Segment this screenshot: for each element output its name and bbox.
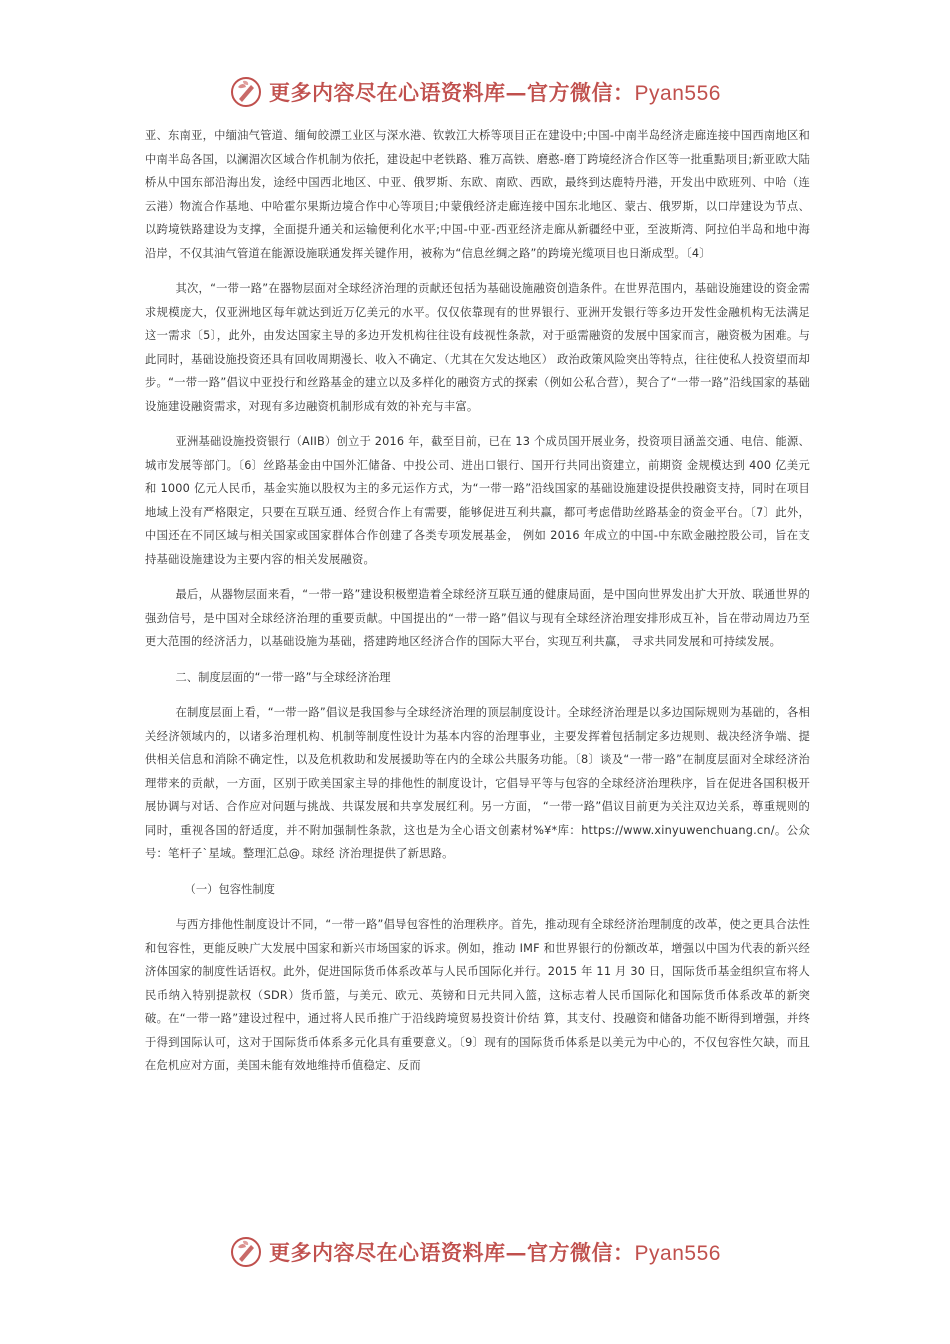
paragraph-4: 最后，从器物层面来看，“一带一路”建设积极塑造着全球经济互联互通的健康局面，是中国向世界发出扩大开放、联通世界的强劲信号，是中国对全球经济治理的重要贡献。中国提出的“一带一路”倡议与现有全球经济治理安排形成互补，旨在带动周边乃至更大范围的经济活力，以基础设施为基础，搭建跨地区经济合作的国际大平台，实现互利共赢， 寻求共同发展和可持续发展。: [145, 588, 810, 648]
footer-banner: [0, 1232, 950, 1272]
banner-text: 更多内容尽在心语资料库—官方微信：Pyan556: [269, 1240, 721, 1265]
header-banner: [0, 72, 950, 112]
paragraph-3: 亚洲基础设施投资银行（AIIB）创立于 2016 年，截至目前，已在 13 个成员国开展业务，投资项目涵盖交通、电信、能源、城市发展等部门。〔6〕丝路基金由中国外汇储备、中投公司、进出口银行、国开行共同出资建立，前期资 金规模达到 400 亿美元和 1000 亿元人民币，基金实施以股权为主的多元运作方式，为“一带一路”沿线国家的基础设施建设提供投融资支持，同时在项目地域上没有严格限定，只要在互联互通、经贸合作上有需要，能够促进互利共赢，都可考虑借助丝路基金的资金平台。〔7〕此外，中国还在不同区域与相关国家或国家群体合作创建了各类专项发展基金， 例如 2016 年成立的中国-中东欧金融控股公司，旨在支持基础设施建设为主要内容的相关发展融资。: [145, 435, 811, 566]
paragraph-1: 亚、东南亚，中缅油气管道、缅甸皎漂工业区与深水港、钦敦江大桥等项目正在建设中;中国-中南半岛经济走廊连接中国西南地区和中南半岛各国，以澜湄次区域合作机制为依托，建设起中老铁路、雅万高铁、磨憨-磨丁跨境经济合作区等一批重點项目;新亚欧大陆桥从中国东部沿海出发，途经中国西北地区、中亚、俄罗斯、东欧、南欧、西欧，最终到达鹿特丹港，开发出中欧班列、中哈（连云港）物流合作基地、中哈霍尔果斯边境合作中心等项目;中蒙俄经济走廊连接中国东北地区、蒙古、俄罗斯，以口岸建设为节点、以跨境铁路建设为支撑，全面提升通关和运输便利化水平;中国-中亚-西亚经济走廊从新疆经中亚，至波斯湾、阿拉伯半岛和地中海沿岸，不仅其油气管道在能源设施联通发挥关键作用，被称为“信息丝绸之路”的跨境光缆项目也日渐成型。〔4〕: [145, 129, 810, 260]
subsection-heading-2-1: （一）包容性制度: [184, 882, 275, 896]
flower-pen-logo-icon: [229, 1235, 263, 1269]
banner-text: 更多内容尽在心语资料库—官方微信：Pyan556: [269, 80, 721, 105]
document-body: [145, 124, 810, 1090]
flower-pen-logo-icon: [229, 75, 263, 109]
section-heading-2: 二、制度层面的“一带一路”与全球经济治理: [175, 670, 391, 684]
paragraph-5: 在制度层面上看，“一带一路”倡议是我国参与全球经济治理的顶层制度设计。全球经济治理是以多边国际规则为基础的，各相关经济领域内的，以诸多治理机构、机制等制度性设计为基本内容的治理事业，主要发挥着包括制定多边规则、裁决经济争端、提供相关信息和消除不确定性，以及危机救助和发展援助等在内的全球公共服务功能。〔8〕谈及“一带一路”在制度层面对全球经济治理带来的贡献，一方面，区别于欧美国家主导的排他性的制度设计，它倡导平等与包容的全球经济治理秩序，旨在促进各国积极开展协调与对话、合作应对问题与挑战、共谋发展和共享发展红利。另一方面， “一带一路”倡议目前更为关注双边关系，尊重规则的同时，重视各国的舒适度，并不附加强制性条款，这也是为全心语文创素材%¥*库：https://www.xinyuwenchuang.cn/。公众号：笔杆子`星域。整理汇总@。球经 济治理提供了新思路。: [145, 706, 810, 860]
paragraph-6: 与西方排他性制度设计不同，“一带一路”倡导包容性的治理秩序。首先，推动现有全球经济治理制度的改革，使之更具合法性和包容性，更能反映广大发展中国家和新兴市场国家的诉求。例如，推动 IMF 和世界银行的份额改革，增强以中国为代表的新兴经济体国家的制度性话语权。此外，促进国际货币体系改革与人民币国际化并行。2015 年 11 月 30 日，国际货币基金组织宣布将人民币纳入特别提款权（SDR）货币篮，与美元、欧元、英镑和日元共同入篮，这标志着人民币国际化和国际货币体系改革的新突破。在“一带一路”建设过程中，通过将人民币推广于沿线跨境贸易投资计价结 算，其支付、投融资和储备功能不断得到增强，并终于得到国际认可，这对于国际货币体系多元化具有重要意义。〔9〕现有的国际货币体系是以美元为中心的，不仅包容性欠缺，而且在危机应对方面，美国未能有效地维持币值稳定、反而: [145, 918, 810, 1072]
paragraph-2: 其次，“一带一路”在器物层面对全球经济治理的贡献还包括为基础设施融资创造条件。在世界范围内，基础设施建设的资金需求规模庞大，仅亚洲地区每年就达到近万亿美元的水平。仅仅依靠现有的世界银行、亚洲开发银行等多边开发性金融机构无法满足这一需求〔5〕，此外，由发达国家主导的多边开发机构往往设有歧视性条款，对于亟需融资的发展中国家而言，融资极为困难。与此同时，基础设施投资还具有回收周期漫长、收入不确定、（尤其在欠发达地区） 政治政策风险突出等特点，往往使私人投资望而却步。“一带一路”倡议中亚投行和丝路基金的建立以及多样化的融资方式的探索（例如公私合营），契合了“一带一路”沿线国家的基础设施建设融资需求，对现有多边融资机制形成有效的补充与丰富。: [145, 282, 810, 413]
